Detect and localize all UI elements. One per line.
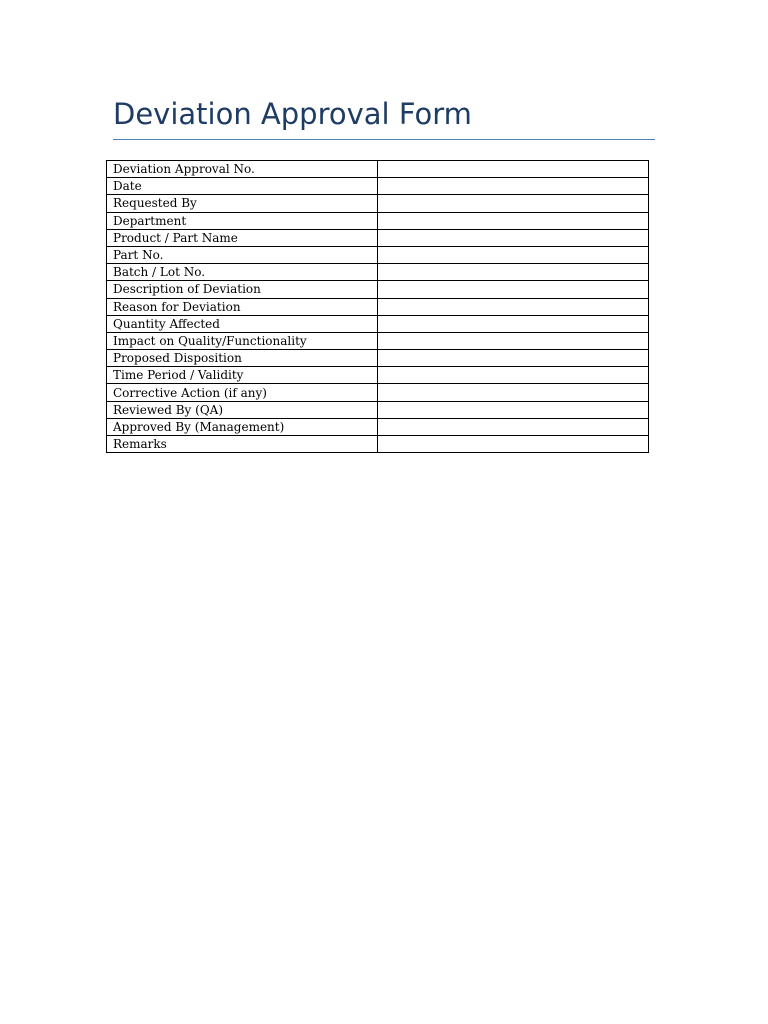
table-row — [107, 264, 649, 281]
field-value-cell[interactable] — [378, 298, 649, 315]
table-row — [107, 161, 649, 178]
field-value-cell[interactable] — [378, 367, 649, 384]
table-row — [107, 384, 649, 401]
field-label: Approved By (Management) — [107, 418, 378, 435]
field-value-cell[interactable] — [378, 161, 649, 178]
field-label: Quantity Affected — [107, 315, 378, 332]
field-value-cell[interactable] — [378, 178, 649, 195]
table-row — [107, 298, 649, 315]
field-label: Product / Part Name — [107, 229, 378, 246]
field-label: Deviation Approval No. — [107, 161, 378, 178]
field-label: Impact on Quality/Functionality — [107, 332, 378, 349]
table-row — [107, 367, 649, 384]
field-label: Part No. — [107, 246, 378, 263]
field-label: Proposed Disposition — [107, 350, 378, 367]
field-value-cell[interactable] — [378, 315, 649, 332]
field-value-cell[interactable] — [378, 350, 649, 367]
table-row — [107, 195, 649, 212]
field-value-cell[interactable] — [378, 332, 649, 349]
field-value-cell[interactable] — [378, 229, 649, 246]
field-value-cell[interactable] — [378, 246, 649, 263]
table-row — [107, 350, 649, 367]
table-row — [107, 436, 649, 453]
field-label: Reason for Deviation — [107, 298, 378, 315]
table-row — [107, 281, 649, 298]
field-value-cell[interactable] — [378, 212, 649, 229]
deviation-form-table — [106, 160, 649, 453]
field-value-cell[interactable] — [378, 401, 649, 418]
table-row — [107, 178, 649, 195]
field-value-cell[interactable] — [378, 436, 649, 453]
field-label: Corrective Action (if any) — [107, 384, 378, 401]
field-label: Date — [107, 178, 378, 195]
field-value-cell[interactable] — [378, 384, 649, 401]
table-row — [107, 315, 649, 332]
field-value-cell[interactable] — [378, 418, 649, 435]
table-row — [107, 418, 649, 435]
page-title: Deviation Approval Form — [113, 97, 472, 131]
field-label: Reviewed By (QA) — [107, 401, 378, 418]
field-label: Time Period / Validity — [107, 367, 378, 384]
table-row — [107, 332, 649, 349]
field-label: Department — [107, 212, 378, 229]
table-row — [107, 212, 649, 229]
table-row — [107, 246, 649, 263]
field-value-cell[interactable] — [378, 281, 649, 298]
field-label: Batch / Lot No. — [107, 264, 378, 281]
field-label: Requested By — [107, 195, 378, 212]
table-row — [107, 229, 649, 246]
field-value-cell[interactable] — [378, 195, 649, 212]
field-label: Description of Deviation — [107, 281, 378, 298]
title-divider — [113, 139, 655, 140]
field-label: Remarks — [107, 436, 378, 453]
field-value-cell[interactable] — [378, 264, 649, 281]
table-row — [107, 401, 649, 418]
